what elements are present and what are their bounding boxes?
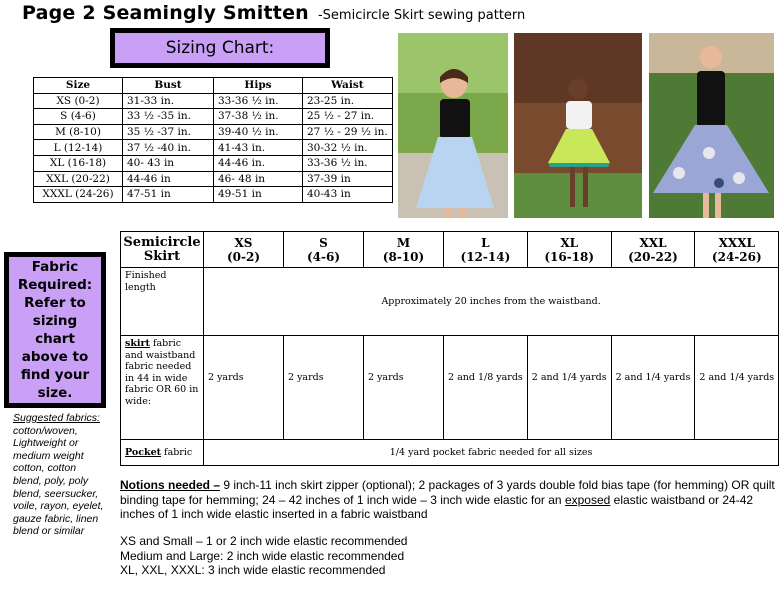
yardage-cell: 2 yards bbox=[364, 336, 444, 440]
size-name: M bbox=[396, 235, 411, 250]
notions-underlined: exposed bbox=[564, 492, 611, 507]
size-cell: XXL (20-22) bbox=[34, 171, 123, 187]
size-cell: XS (0-2) bbox=[34, 93, 123, 109]
size-name: XL bbox=[560, 235, 579, 250]
waist-cell: 25 ½ - 27 in. bbox=[303, 109, 393, 125]
size-header-xs bbox=[204, 232, 284, 268]
photo-floral-skirt-image bbox=[649, 33, 774, 218]
hips-cell: 49-51 in bbox=[214, 187, 303, 203]
skirt-table-header-row bbox=[121, 232, 779, 268]
size-cell: XXXL (24-26) bbox=[34, 187, 123, 203]
photo-blue-skirt bbox=[398, 33, 508, 218]
skirt-table-corner: Semicircle Skirt bbox=[121, 232, 204, 268]
size-name: S bbox=[319, 235, 328, 250]
fabric-required-box: Fabric Required: Refer to sizing chart above to find your size. bbox=[4, 252, 106, 408]
size-range: (16-18) bbox=[544, 249, 595, 264]
table-row bbox=[34, 124, 393, 140]
waist-cell: 33-36 ½ in. bbox=[303, 155, 393, 171]
hips-cell: 33-36 ½ in. bbox=[214, 93, 303, 109]
col-header-waist: Waist bbox=[303, 78, 393, 94]
photo-green-skirt bbox=[514, 33, 642, 218]
col-header-size: Size bbox=[34, 78, 123, 94]
size-name: L bbox=[481, 235, 490, 250]
waist-cell: 23-25 in. bbox=[303, 93, 393, 109]
notions-text-a: 9 inch-11 inch skirt zipper (optional); 2 packages of 3 yards double fold bias tape (for hemming) OR quilt binding tape for hemming; 24 – 42 inches of 1 inch wide – 3 inch wide elastic for an bbox=[120, 478, 775, 507]
table-row bbox=[34, 155, 393, 171]
yardage-cell: 2 yards bbox=[284, 336, 364, 440]
recommendation-line: Medium and Large: 2 inch wide elastic recommended bbox=[120, 548, 405, 563]
bust-cell: 33 ½ -35 in. bbox=[123, 109, 214, 125]
yardage-cell: 2 and 1/4 yards bbox=[611, 336, 695, 440]
size-range: (24-26) bbox=[711, 249, 762, 264]
pocket-fabric-value: 1/4 yard pocket fabric needed for all sizes bbox=[204, 440, 779, 466]
col-header-bust: Bust bbox=[123, 78, 214, 94]
size-cell: L (12-14) bbox=[34, 140, 123, 156]
size-header-l bbox=[444, 232, 528, 268]
size-range: (0-2) bbox=[226, 249, 261, 264]
waist-cell: 37-39 in bbox=[303, 171, 393, 187]
finished-length-label: Finished length bbox=[121, 268, 204, 336]
waist-cell: 30-32 ½ in. bbox=[303, 140, 393, 156]
page-header bbox=[22, 2, 525, 24]
size-name: XXXL bbox=[718, 235, 755, 250]
pocket-label-rest: fabric bbox=[161, 446, 193, 458]
recommendation-line: XS and Small – 1 or 2 inch wide elastic recommended bbox=[120, 534, 408, 548]
bust-cell: 37 ½ -40 in. bbox=[123, 140, 214, 156]
hips-cell: 39-40 ½ in. bbox=[214, 124, 303, 140]
hips-cell: 37-38 ½ in. bbox=[214, 109, 303, 125]
table-row bbox=[34, 140, 393, 156]
table-row bbox=[34, 109, 393, 125]
hips-cell: 44-46 in. bbox=[214, 155, 303, 171]
bust-cell: 44-46 in bbox=[123, 171, 214, 187]
col-header-hips: Hips bbox=[214, 78, 303, 94]
photo-floral-skirt bbox=[649, 33, 774, 218]
size-cell: S (4-6) bbox=[34, 109, 123, 125]
size-name: XXL bbox=[639, 235, 667, 250]
elastic-recommendations bbox=[120, 534, 407, 578]
photo-blue-skirt-image bbox=[398, 33, 508, 218]
yardage-cell: 2 and 1/4 yards bbox=[527, 336, 611, 440]
bust-cell: 47-51 in bbox=[123, 187, 214, 203]
suggested-fabrics-list: cotton/woven, Lightweight or medium weight cotton, cotton blend, poly, poly blend, seersucker, voile, rayon, eyelet, gauze fabric, linen blend or similar bbox=[13, 424, 104, 538]
pocket-fabric-label bbox=[121, 440, 204, 466]
size-header-xl bbox=[527, 232, 611, 268]
notions-label: Notions needed – bbox=[120, 478, 221, 492]
finished-length-value: Approximately 20 inches from the waistband. bbox=[204, 268, 779, 336]
skirt-fabric-label bbox=[121, 336, 204, 440]
bust-cell: 31-33 in. bbox=[123, 93, 214, 109]
pocket-label-bold: Pocket bbox=[125, 446, 162, 458]
table-row bbox=[34, 187, 393, 203]
skirt-label-bold: skirt bbox=[125, 338, 150, 349]
yardage-cell: 2 yards bbox=[204, 336, 284, 440]
size-name: XS bbox=[234, 235, 253, 250]
size-range: (4-6) bbox=[306, 249, 341, 264]
yardage-cell: 2 and 1/4 yards bbox=[695, 336, 779, 440]
table-row bbox=[34, 171, 393, 187]
size-header-xxxl bbox=[695, 232, 779, 268]
size-header-m bbox=[364, 232, 444, 268]
waist-cell: 40-43 in bbox=[303, 187, 393, 203]
page-subtitle: -Semicircle Skirt sewing pattern bbox=[317, 8, 526, 23]
skirt-table bbox=[120, 231, 779, 466]
size-cell: XL (16-18) bbox=[34, 155, 123, 171]
page-title: Page 2 Seamingly Smitten bbox=[22, 2, 309, 24]
size-cell: M (8-10) bbox=[34, 124, 123, 140]
bust-cell: 40- 43 in bbox=[123, 155, 214, 171]
sizing-chart-banner: Sizing Chart: bbox=[110, 28, 330, 68]
sizing-table-header-row bbox=[34, 78, 393, 94]
suggested-fabrics bbox=[13, 412, 105, 538]
size-range: (12-14) bbox=[460, 249, 511, 264]
size-header-xxl bbox=[611, 232, 695, 268]
table-row bbox=[34, 93, 393, 109]
pocket-fabric-row bbox=[121, 440, 779, 466]
notions-paragraph bbox=[120, 478, 778, 522]
skirt-label-rest: fabric and waistband fabric needed in 44 in wide fabric OR 60 in wide: bbox=[125, 338, 199, 407]
bust-cell: 35 ½ -37 in. bbox=[123, 124, 214, 140]
yardage-cell: 2 and 1/8 yards bbox=[444, 336, 528, 440]
skirt-fabric-row bbox=[121, 336, 779, 440]
hips-cell: 41-43 in. bbox=[214, 140, 303, 156]
sizing-table bbox=[33, 77, 393, 203]
finished-length-row bbox=[121, 268, 779, 336]
photo-green-skirt-image bbox=[514, 33, 642, 218]
notions-text-b: elastic waistband or 24-42 inches of 1 inch wide elastic inserted in a fabric waistband bbox=[120, 492, 754, 521]
suggested-fabrics-title: Suggested fabrics: bbox=[13, 412, 100, 424]
recommendation-line: XL, XXL, XXXL: 3 inch wide elastic recommended bbox=[120, 563, 386, 577]
size-range: (8-10) bbox=[382, 249, 425, 264]
hips-cell: 46- 48 in bbox=[214, 171, 303, 187]
size-header-s bbox=[284, 232, 364, 268]
waist-cell: 27 ½ - 29 ½ in. bbox=[303, 124, 393, 140]
size-range: (20-22) bbox=[628, 249, 678, 264]
